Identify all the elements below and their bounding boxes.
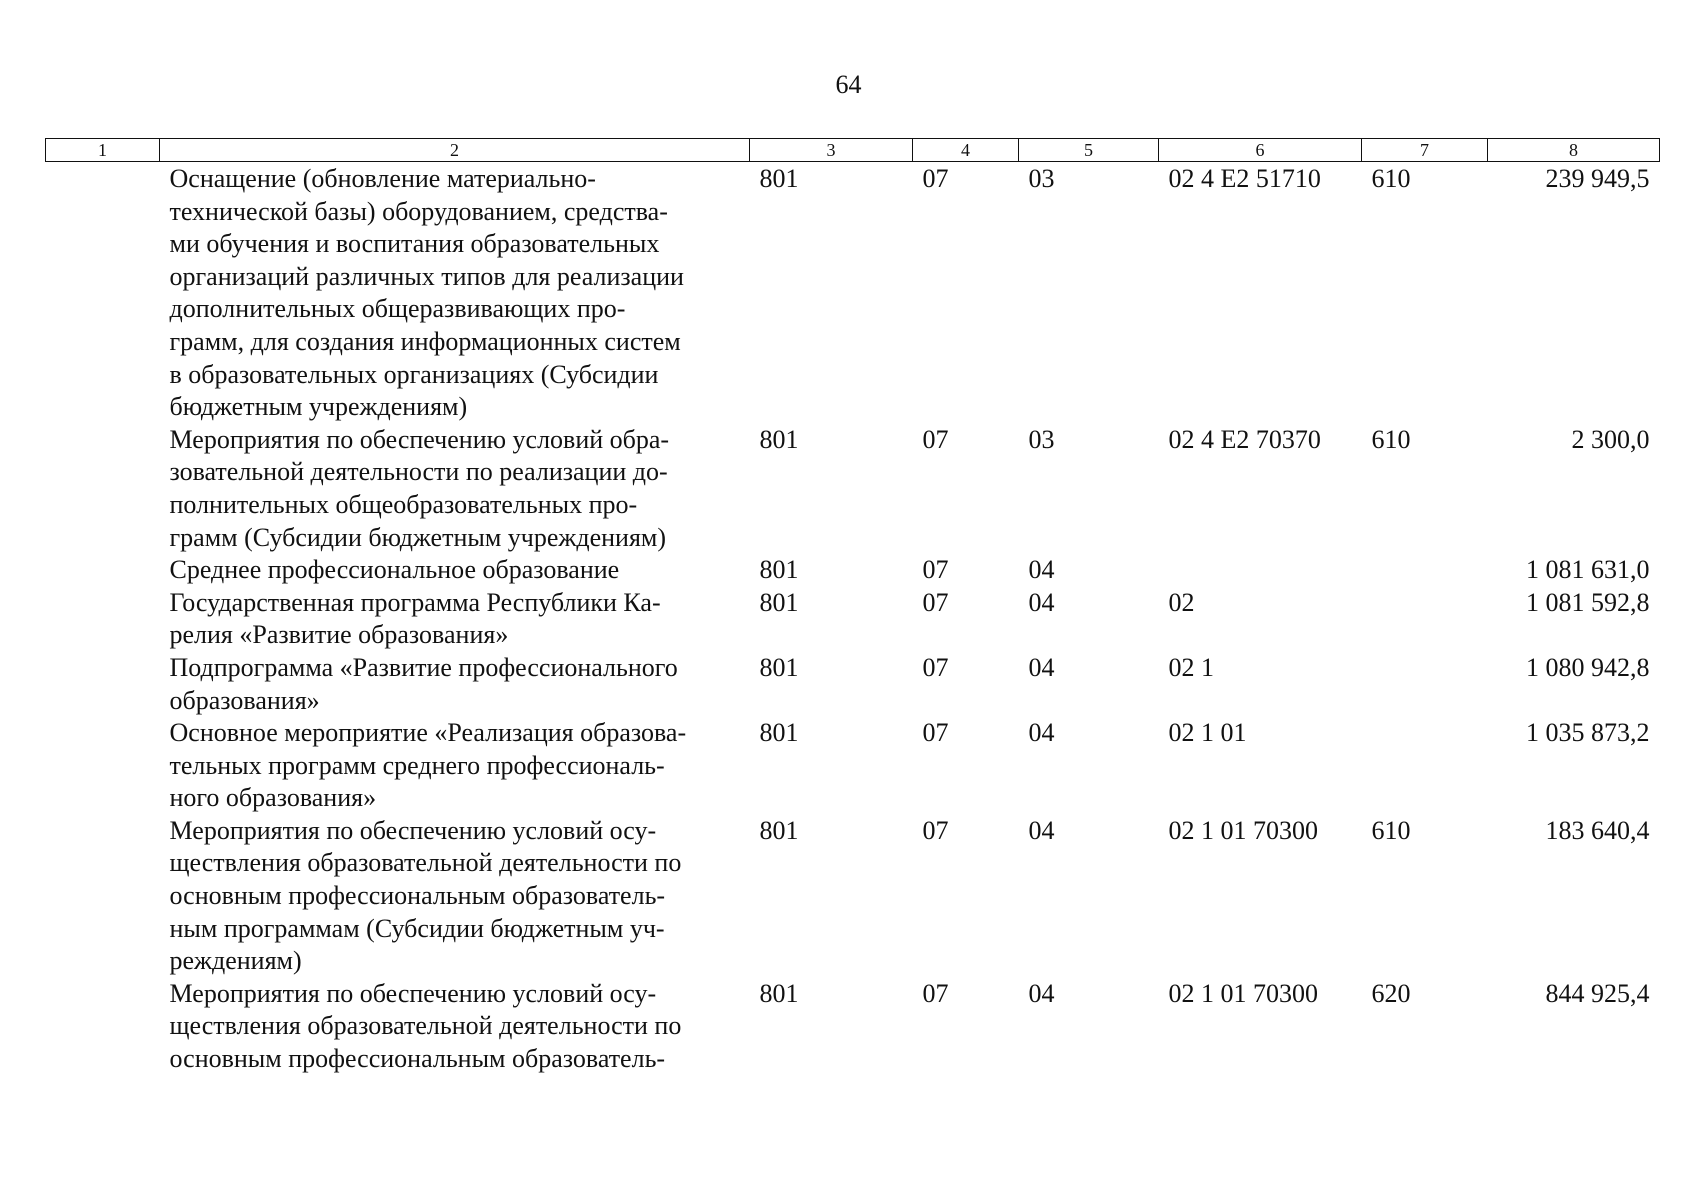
cell-section: 07 <box>922 718 949 748</box>
cell-ministry: 801 <box>759 587 799 617</box>
cell-subsection: 03 <box>1028 424 1055 454</box>
cell-ministry: 801 <box>759 555 799 585</box>
table-row <box>46 815 1660 978</box>
cell-col1 <box>46 717 160 815</box>
cell-subsection: 04 <box>1028 652 1055 682</box>
cell-name: Мероприятия по обеспечению условий осу- ществления образовательной деятельности по основным профессиональным образователь- ным программам (Субсидии бюджетным уч- реждениям) <box>169 815 682 976</box>
cell-expense-type <box>1362 652 1488 717</box>
cell-name: Государственная программа Республики Ка- релия «Развитие образования» <box>169 587 661 650</box>
cell-subsection: 03 <box>1028 164 1055 193</box>
table-row <box>46 554 1660 587</box>
cell-ministry: 801 <box>759 815 799 845</box>
table-row <box>46 978 1660 1076</box>
cell-section: 07 <box>922 652 949 682</box>
header-cell-2: 2 <box>160 139 750 162</box>
cell-expense-type: 610 <box>1371 424 1411 454</box>
cell-section: 07 <box>922 815 949 845</box>
header-cell-6: 6 <box>1159 139 1362 162</box>
cell-amount: 1 080 942,8 <box>1526 652 1650 682</box>
cell-ministry: 801 <box>759 424 799 454</box>
cell-name: Мероприятия по обеспечению условий осу- ществления образовательной деятельности по основным профессиональным образователь- <box>169 978 682 1074</box>
header-cell-7: 7 <box>1362 139 1488 162</box>
cell-ministry: 801 <box>759 164 799 193</box>
cell-name: Среднее профессиональное образование <box>169 555 620 585</box>
cell-amount: 183 640,4 <box>1545 815 1650 845</box>
table-row <box>46 162 1660 424</box>
cell-name: Оснащение (обновление материально- технической базы) оборудованием, средства- ми обучения и воспитания образовательных организаций различных типов для реализации дополнительных общеразвивающих про- грамм, для создания информационных систем в образовательных организациях (Субсидии бюджетным учреждениям) <box>169 164 684 422</box>
cell-subsection: 04 <box>1028 718 1055 748</box>
budget-table <box>45 138 1660 1076</box>
cell-expense-type <box>1362 717 1488 815</box>
cell-col1 <box>46 424 160 554</box>
cell-col1 <box>46 815 160 978</box>
cell-ministry: 801 <box>759 652 799 682</box>
cell-expense-type: 620 <box>1371 978 1411 1008</box>
cell-subsection: 04 <box>1028 978 1055 1008</box>
cell-ministry: 801 <box>759 978 799 1008</box>
table-row <box>46 717 1660 815</box>
header-cell-5: 5 <box>1019 139 1159 162</box>
cell-subsection: 04 <box>1028 815 1055 845</box>
cell-col1 <box>46 587 160 652</box>
cell-amount: 1 081 592,8 <box>1526 587 1650 617</box>
cell-section: 07 <box>922 978 949 1008</box>
cell-section: 07 <box>922 555 949 585</box>
cell-section: 07 <box>922 424 949 454</box>
cell-section: 07 <box>922 587 949 617</box>
table-row <box>46 424 1660 554</box>
cell-col1 <box>46 978 160 1076</box>
header-row <box>46 139 1660 162</box>
cell-subsection: 04 <box>1028 555 1055 585</box>
cell-col1 <box>46 652 160 717</box>
cell-ministry: 801 <box>759 718 799 748</box>
table-header <box>46 139 1660 162</box>
cell-amount: 844 925,4 <box>1545 978 1650 1008</box>
header-cell-1: 1 <box>46 139 160 162</box>
cell-name: Основное мероприятие «Реализация образова- тельных программ среднего профессиональ- ного образования» <box>169 718 687 813</box>
cell-col1 <box>46 162 160 424</box>
cell-section: 07 <box>922 164 949 193</box>
cell-amount: 1 081 631,0 <box>1526 555 1650 585</box>
table-row <box>46 652 1660 717</box>
header-cell-3: 3 <box>750 139 913 162</box>
table-body <box>46 162 1660 1076</box>
cell-name: Подпрограмма «Развитие профессионального образования» <box>169 652 678 715</box>
cell-expense-type <box>1362 587 1488 652</box>
cell-expense-type <box>1362 554 1488 587</box>
cell-amount: 1 035 873,2 <box>1526 718 1650 748</box>
table-row <box>46 587 1660 652</box>
cell-expense-type: 610 <box>1371 815 1411 845</box>
cell-amount: 239 949,5 <box>1545 164 1650 193</box>
cell-target-article <box>1159 554 1362 587</box>
page-number: 64 <box>835 70 862 99</box>
cell-target-article: 02 4 Е2 51710 <box>1168 164 1321 193</box>
cell-target-article: 02 1 <box>1168 652 1214 682</box>
cell-target-article: 02 4 Е2 70370 <box>1168 424 1321 454</box>
cell-subsection: 04 <box>1028 587 1055 617</box>
cell-target-article: 02 1 01 <box>1168 718 1247 748</box>
cell-amount: 2 300,0 <box>1571 424 1650 454</box>
header-cell-4: 4 <box>913 139 1019 162</box>
cell-col1 <box>46 554 160 587</box>
cell-expense-type: 610 <box>1371 164 1411 193</box>
cell-target-article: 02 <box>1168 587 1195 617</box>
header-cell-8: 8 <box>1488 139 1660 162</box>
cell-name: Мероприятия по обеспечению условий обра- зовательной деятельности по реализации до- полнительных общеобразовательных про- грамм (Субсидии бюджетным учреждениям) <box>169 424 670 552</box>
cell-target-article: 02 1 01 70300 <box>1168 978 1318 1008</box>
cell-target-article: 02 1 01 70300 <box>1168 815 1318 845</box>
